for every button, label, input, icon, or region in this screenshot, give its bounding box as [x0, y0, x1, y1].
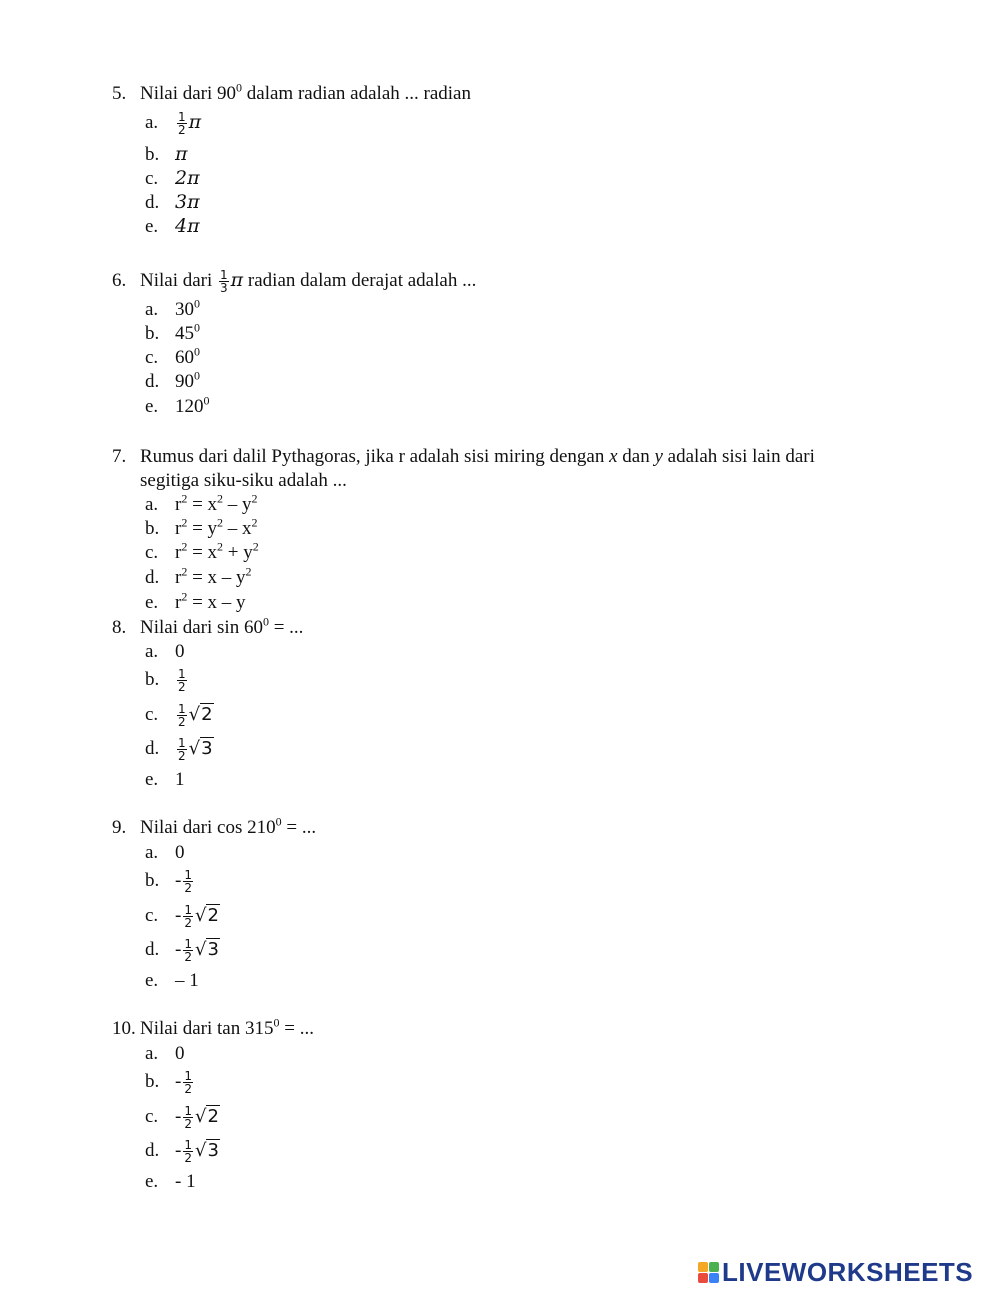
fraction: $\frac{1}{2}$ — [184, 1138, 192, 1166]
liveworksheets-logo — [698, 1258, 973, 1286]
logo-text: LIVEWORKSHEETS — [722, 1256, 974, 1287]
question-5 — [112, 82, 471, 106]
question-number: 9. — [112, 817, 127, 838]
fraction: $\frac{1}{2}$ — [178, 110, 186, 138]
square-root: √3 — [194, 1140, 219, 1161]
square-root: √3 — [194, 939, 219, 960]
question-10 — [112, 1017, 314, 1041]
fraction: $\frac{1}{2}$ — [184, 937, 192, 965]
question-6 — [112, 268, 476, 294]
question-text: Nilai dari $90^0$ dalam radian adalah ... radian — [140, 80, 471, 104]
option-7d[interactable]: d. $r^2 = x - y^2$ — [145, 564, 252, 588]
option-6e[interactable]: e. $120^0$ — [145, 393, 210, 417]
question-number: 8. — [112, 617, 127, 638]
option-5d[interactable]: d. 3π — [145, 191, 200, 213]
option-6a[interactable]: a. $30^0$ — [145, 296, 200, 320]
question-text: Rumus dari dalil Pythagoras, jika r adalah sisi miring dengan x dan y adalah sisi lain dari — [140, 446, 815, 467]
option-5e[interactable]: e. 4π — [145, 215, 200, 237]
option-8b[interactable]: b. $\frac{1}{2}$ — [145, 667, 186, 695]
question-number: 5. — [112, 83, 127, 104]
question-9 — [112, 816, 316, 840]
question-text: Nilai dari $\cos 210^0$ = ... — [140, 814, 317, 838]
option-10e[interactable]: e. - 1 — [145, 1171, 196, 1192]
logo-squares-icon — [698, 1262, 719, 1283]
fraction: $\frac{1}{2}$ — [184, 868, 192, 896]
option-10d[interactable]: d. - $\frac{1}{2}$ √3 — [145, 1138, 219, 1166]
option-7e[interactable]: e. $r^2 = x - y$ — [145, 589, 246, 613]
question-text: Nilai dari $\sin 60^0$ = ... — [140, 614, 304, 638]
question-number: 7. — [112, 446, 127, 467]
option-7b[interactable]: b. $r^2 = y^2 - x^2$ — [145, 515, 258, 539]
fraction: $\frac{1}{2}$ — [184, 1069, 192, 1097]
option-10b[interactable]: b. - $\frac{1}{2}$ — [145, 1069, 192, 1097]
option-6b[interactable]: b. $45^0$ — [145, 320, 200, 344]
square-root: √2 — [188, 704, 213, 725]
fraction: $\frac{1}{2}$ — [184, 903, 192, 931]
fraction: $\frac{1}{3}$ — [220, 268, 228, 296]
option-10c[interactable]: c. - $\frac{1}{2}$ √2 — [145, 1104, 219, 1132]
option-8c[interactable]: c. $\frac{1}{2}$ √2 — [145, 702, 213, 730]
square-root: √2 — [194, 1106, 219, 1127]
question-7-continued: segitiga siku-siku adalah ... — [140, 470, 347, 491]
option-9d[interactable]: d. - $\frac{1}{2}$ √3 — [145, 937, 219, 965]
option-10a[interactable]: a. 0 — [145, 1043, 185, 1064]
option-7a[interactable]: a. $r^2 = x^2 - y^2$ — [145, 491, 258, 515]
fraction: $\frac{1}{2}$ — [178, 736, 186, 764]
question-number: 6. — [112, 270, 127, 291]
option-5a[interactable]: a. $\frac{1}{2}$ π — [145, 110, 202, 138]
fraction: $\frac{1}{2}$ — [178, 667, 186, 695]
option-9b[interactable]: b. - $\frac{1}{2}$ — [145, 868, 192, 896]
option-6c[interactable]: c. $60^0$ — [145, 344, 200, 368]
question-text: Nilai dari $\frac{1}{3}$ π radian dalam derajat adalah ... — [140, 268, 477, 296]
option-8a[interactable]: a. 0 — [145, 641, 185, 662]
option-5b[interactable]: b. π — [145, 143, 188, 165]
option-7c[interactable]: c. $r^2 = x^2 + y^2$ — [145, 539, 259, 563]
square-root: √2 — [194, 905, 219, 926]
question-8 — [112, 616, 303, 640]
square-root: √3 — [188, 738, 213, 759]
option-8e[interactable]: e. 1 — [145, 769, 185, 790]
question-number: 10. — [112, 1018, 136, 1039]
option-8d[interactable]: d. $\frac{1}{2}$ √3 — [145, 736, 213, 764]
option-9e[interactable]: e. – 1 — [145, 970, 199, 991]
question-text: Nilai dari $\tan 315^0$ = ... — [140, 1015, 314, 1039]
question-7 — [112, 445, 815, 469]
option-9c[interactable]: c. - $\frac{1}{2}$ √2 — [145, 903, 219, 931]
option-5c[interactable]: c. 2π — [145, 167, 200, 189]
option-9a[interactable]: a. 0 — [145, 842, 185, 863]
fraction: $\frac{1}{2}$ — [178, 702, 186, 730]
fraction: $\frac{1}{2}$ — [184, 1104, 192, 1132]
option-6d[interactable]: d. $90^0$ — [145, 368, 200, 392]
